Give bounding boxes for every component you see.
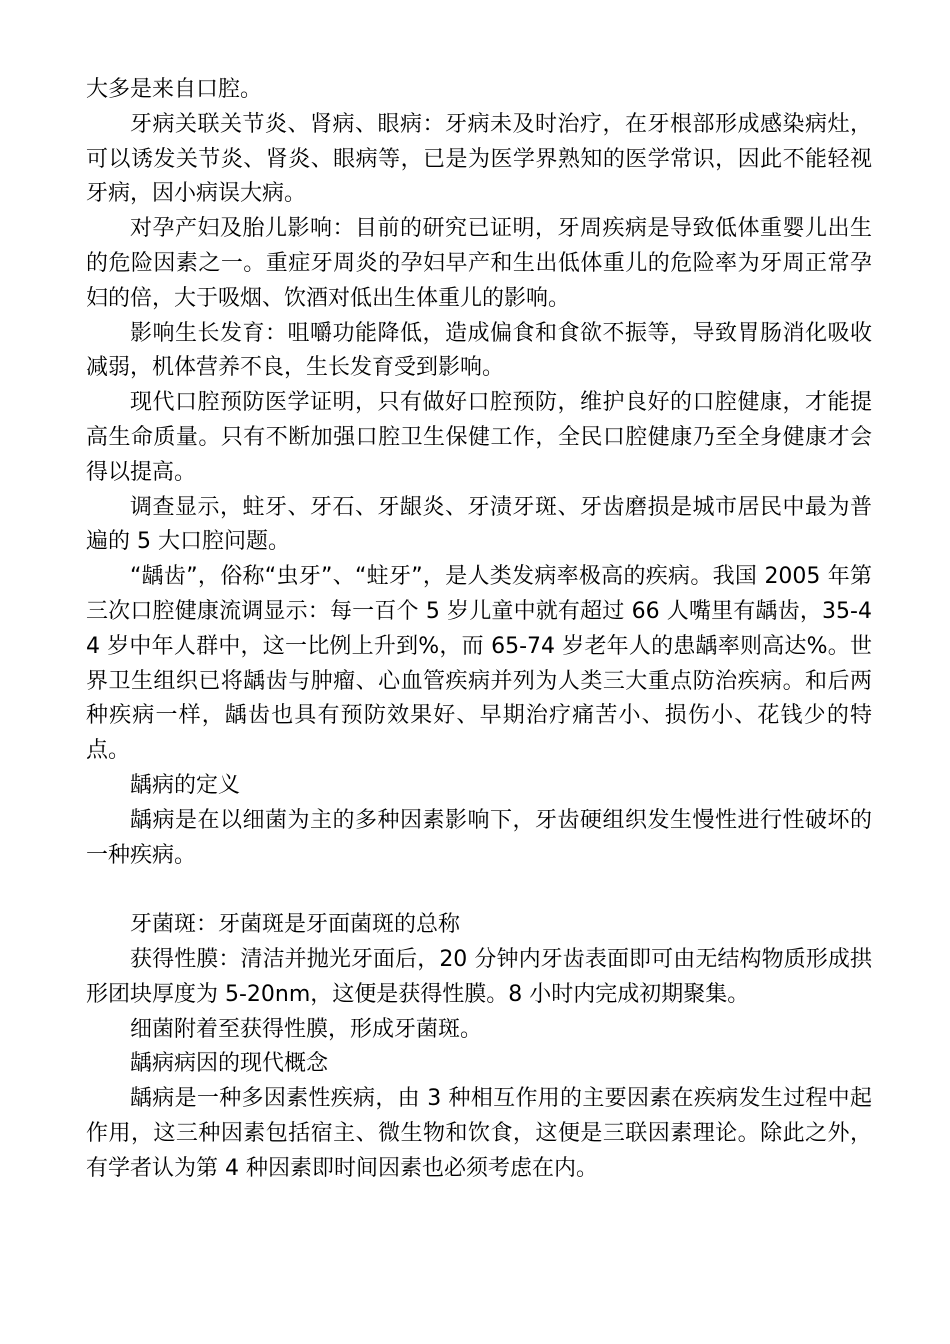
heading-caries-definition: 龋病的定义: [130, 772, 241, 798]
paragraph-survey: 调查显示，蛀牙、牙石、牙龈炎、牙渍牙斑、牙齿磨损是城市居民中最为普遍的 5 大口腔问题。: [86, 494, 872, 555]
blank-line: [86, 873, 872, 908]
paragraph-pellicle: 获得性膜：清洁并抛光牙面后，20 分钟内牙齿表面即可由无结构物质形成拱形团块厚度为 5-20nm，这便是获得性膜。8 小时内完成初期聚集。: [86, 946, 872, 1007]
paragraph-bacteria: 细菌附着至获得性膜，形成牙菌斑。: [130, 1016, 483, 1042]
paragraph-pregnancy: 对孕产妇及胎儿影响：目前的研究已证明，牙周疾病是导致低体重婴儿出生的危险因素之一。重症牙周炎的孕妇早产和生出低体重儿的危险率为牙周正常孕妇的倍，大于吸烟、饮酒对低出生体重儿的影响。: [86, 216, 872, 311]
paragraph-caries-definition: 龋病是在以细菌为主的多种因素影响下，牙齿硬组织发生慢性进行性破坏的一种疾病。: [86, 807, 872, 868]
document-body: [86, 73, 872, 1187]
paragraph-caries-stats: “龋齿”，俗称“虫牙”、“蛀牙”，是人类发病率极高的疾病。我国 2005 年第三次口腔健康流调显示：每一百个 5 岁儿童中就有超过 66 人嘴里有龋齿，35-44 岁中年人群中，这一比例上升到%，而 65-74 岁老年人的患龋率则高达%。世界卫生组织已将龋齿与肿瘤、心血管疾病并列为人类三大重点防治疾病。和后两种疾病一样，龋齿也具有预防效果好、早期治疗痛苦小、损伤小、花钱少的特点。: [86, 564, 872, 764]
paragraph-caries-etiology: 龋病是一种多因素性疾病，由 3 种相互作用的主要因素在疾病发生过程中起作用，这三种因素包括宿主、微生物和饮食，这便是三联因素理论。除此之外，有学者认为第 4 种因素即时间因素也必须考虑在内。: [86, 1086, 872, 1181]
paragraph-prevention: 现代口腔预防医学证明，只有做好口腔预防，维护良好的口腔健康，才能提高生命质量。只有不断加强口腔卫生保健工作，全民口腔健康乃至全身健康才会得以提高。: [86, 390, 872, 485]
heading-caries-etiology: 龋病病因的现代概念: [130, 1051, 329, 1077]
paragraph-plaque: 牙菌斑：牙菌斑是牙面菌斑的总称: [130, 912, 461, 938]
paragraph-joint-kidney-eye: 牙病关联关节炎、肾病、眼病：牙病未及时治疗，在牙根部形成感染病灶，可以诱发关节炎、肾炎、眼病等，已是为医学界熟知的医学常识，因此不能轻视牙病，因小病误大病。: [86, 111, 872, 207]
paragraph-growth: 影响生长发育：咀嚼功能降低，造成偏食和食欲不振等，导致胃肠消化吸收减弱，机体营养不良，生长发育受到影响。: [86, 320, 872, 381]
paragraph-continuation: 大多是来自口腔。: [86, 77, 263, 102]
